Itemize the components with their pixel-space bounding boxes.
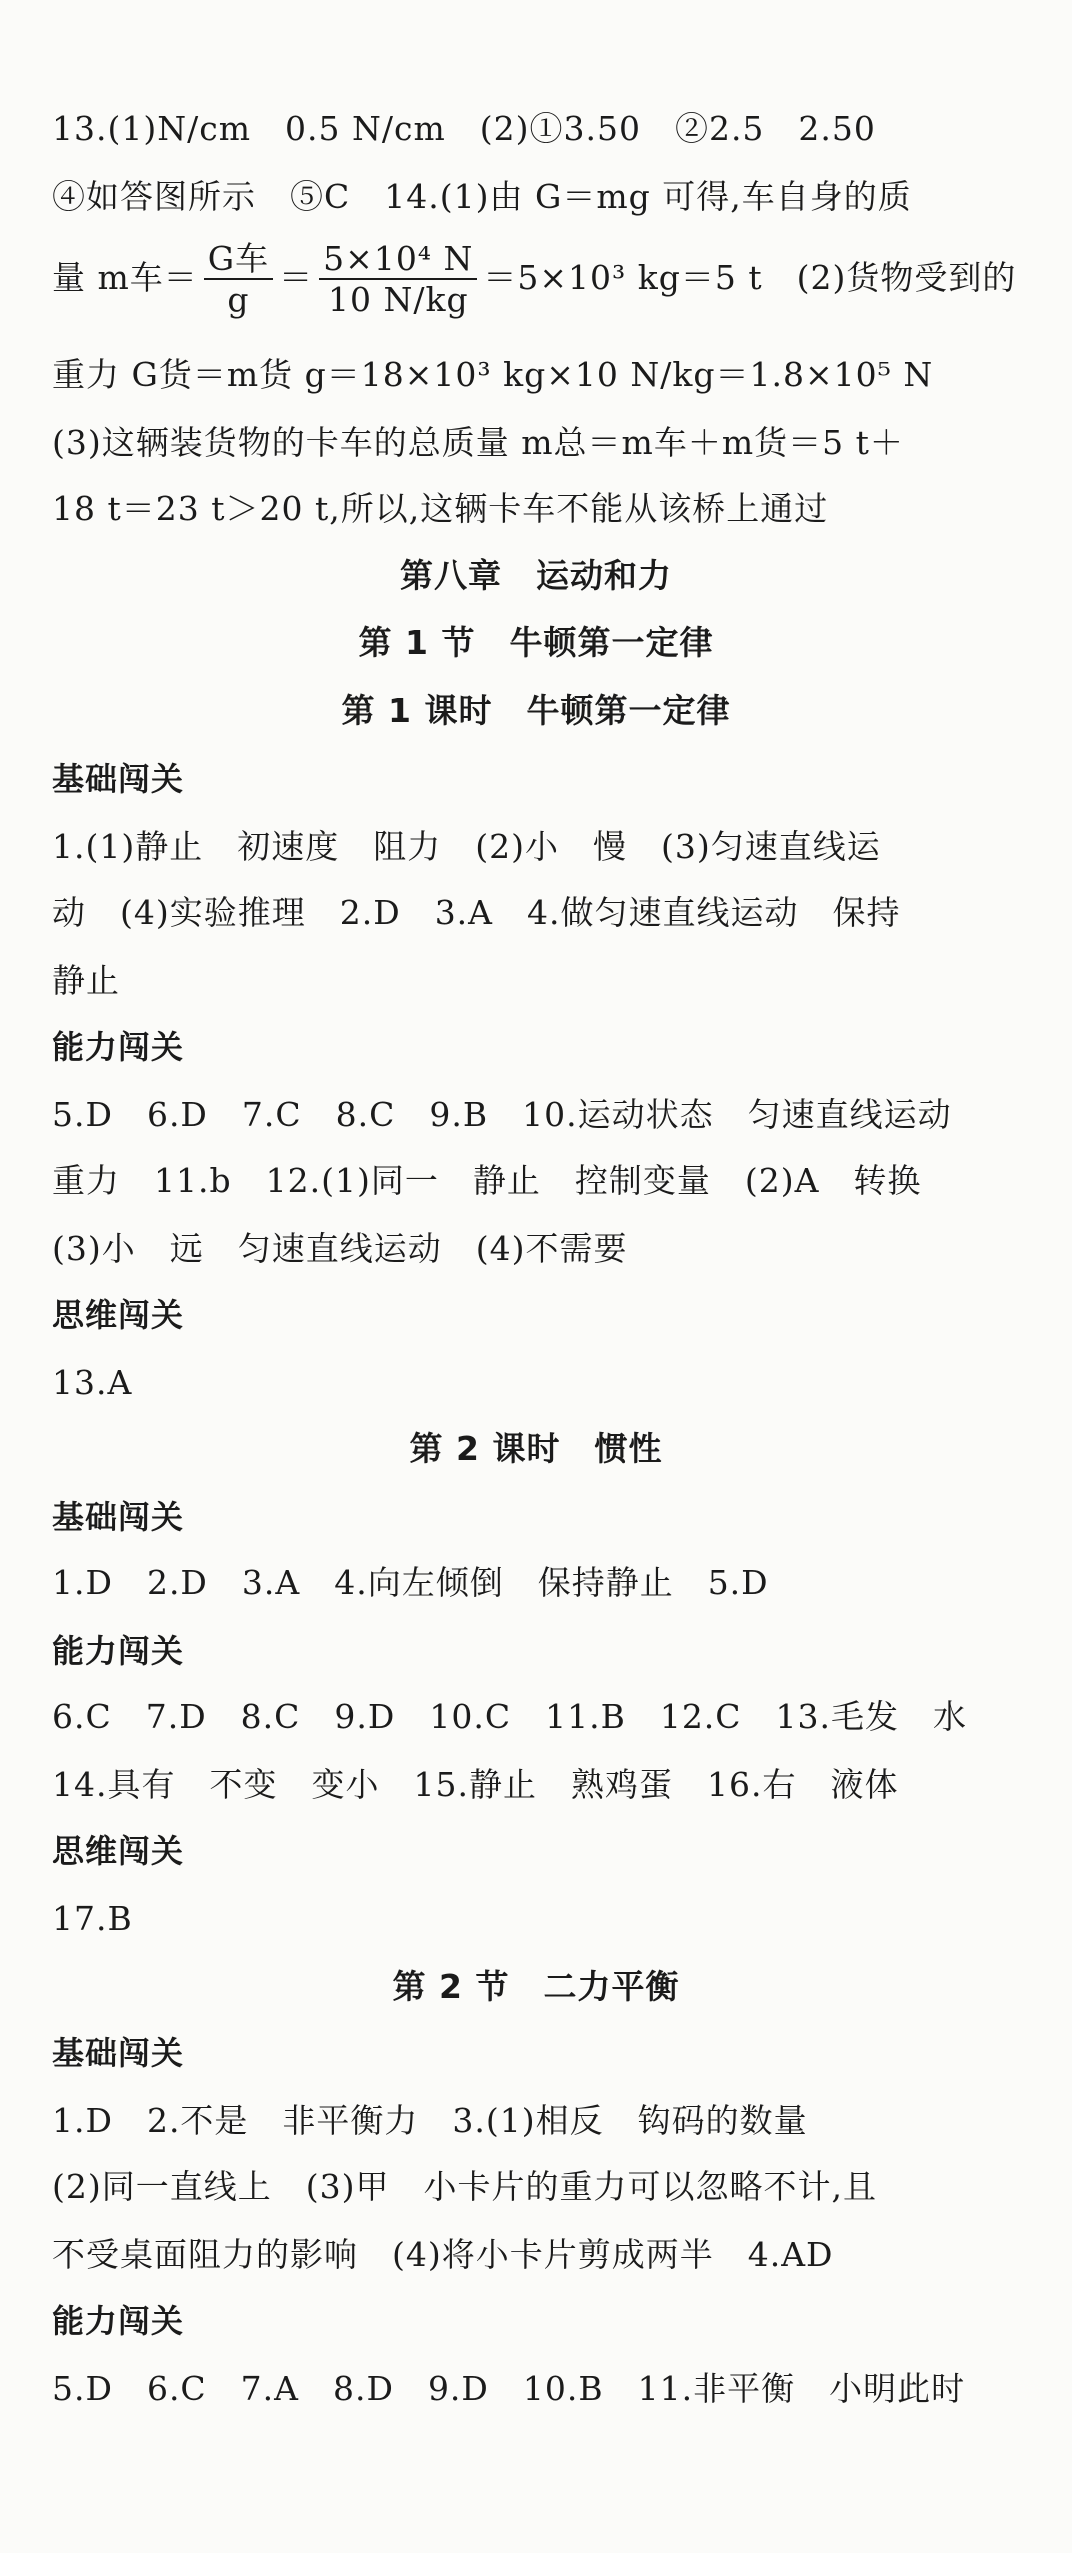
lesson-title: 第 1 课时 牛顿第一定律 [341, 691, 731, 730]
answer-line: 13.(1)N/cm 0.5 N/cm (2)①3.50 ②2.5 2.50 [52, 109, 876, 148]
answer-line: 1.D 2.不是 非平衡力 3.(1)相反 钩码的数量 [52, 2101, 808, 2140]
answer-line: 13.A [52, 1363, 133, 1402]
answer-line: 5.D 6.D 7.C 8.C 9.B 10.运动状态 匀速直线运动 [52, 1095, 952, 1134]
answer-line: 静止 [52, 961, 120, 1000]
fraction-numerator: G车 [204, 240, 273, 280]
answer-line: 不受桌面阻力的影响 (4)将小卡片剪成两半 4.AD [52, 2235, 834, 2274]
equals-sign: ＝ [279, 258, 314, 297]
section-title: 第 2 节 二力平衡 [392, 1967, 680, 2006]
subsection-ability: 能力闯关 [52, 1028, 185, 1066]
subsection-basic: 基础闯关 [52, 1498, 185, 1536]
answer-line: 1.D 2.D 3.A 4.向左倾倒 保持静止 5.D [52, 1563, 769, 1602]
chapter-title: 第八章 运动和力 [400, 556, 672, 595]
subsection-basic: 基础闯关 [52, 2034, 185, 2072]
formula-suffix: ＝5×10³ kg＝5 t (2)货物受到的 [483, 258, 1017, 297]
answer-line: (3)小 远 匀速直线运动 (4)不需要 [52, 1229, 628, 1268]
answer-line: (2)同一直线上 (3)甲 小卡片的重力可以忽略不计,且 [52, 2167, 877, 2206]
fraction-values [319, 240, 477, 320]
answer-line: (3)这辆装货物的卡车的总质量 m总＝m车＋m货＝5 t＋ [52, 423, 904, 462]
answer-line: 1.(1)静止 初速度 阻力 (2)小 慢 (3)匀速直线运 [52, 827, 881, 866]
answer-line: 重力 G货＝m货 g＝18×10³ kg×10 N/kg＝1.8×10⁵ N [52, 355, 934, 394]
subsection-ability: 能力闯关 [52, 1632, 185, 1670]
subsection-basic: 基础闯关 [52, 760, 185, 798]
answer-line: ④如答图所示 ⑤C 14.(1)由 G＝mg 可得,车自身的质 [52, 177, 912, 216]
subsection-ability: 能力闯关 [52, 2302, 185, 2340]
answer-line: 6.C 7.D 8.C 9.D 10.C 11.B 12.C 13.毛发 水 [52, 1697, 968, 1736]
fraction-weight-over-g [204, 240, 273, 320]
answer-line: 17.B [52, 1899, 133, 1938]
answer-line: 5.D 6.C 7.A 8.D 9.D 10.B 11.非平衡 小明此时 [52, 2369, 966, 2408]
formula-line [52, 238, 1024, 320]
section-title: 第 1 节 牛顿第一定律 [358, 623, 714, 662]
answer-line: 14.具有 不变 变小 15.静止 熟鸡蛋 16.右 液体 [52, 1765, 899, 1804]
formula-prefix: 量 m车＝ [52, 258, 198, 297]
answer-line: 18 t＝23 t＞20 t,所以,这辆卡车不能从该桥上通过 [52, 489, 829, 528]
fraction-denominator: 10 N/kg [327, 280, 469, 319]
lesson-title: 第 2 课时 惯性 [409, 1429, 663, 1468]
subsection-thinking: 思维闯关 [52, 1296, 185, 1334]
fraction-denominator: g [227, 280, 250, 319]
fraction-numerator: 5×10⁴ N [319, 240, 477, 280]
subsection-thinking: 思维闯关 [52, 1832, 185, 1870]
answer-line: 重力 11.b 12.(1)同一 静止 控制变量 (2)A 转换 [52, 1161, 922, 1200]
answer-line: 动 (4)实验推理 2.D 3.A 4.做匀速直线运动 保持 [52, 893, 901, 932]
